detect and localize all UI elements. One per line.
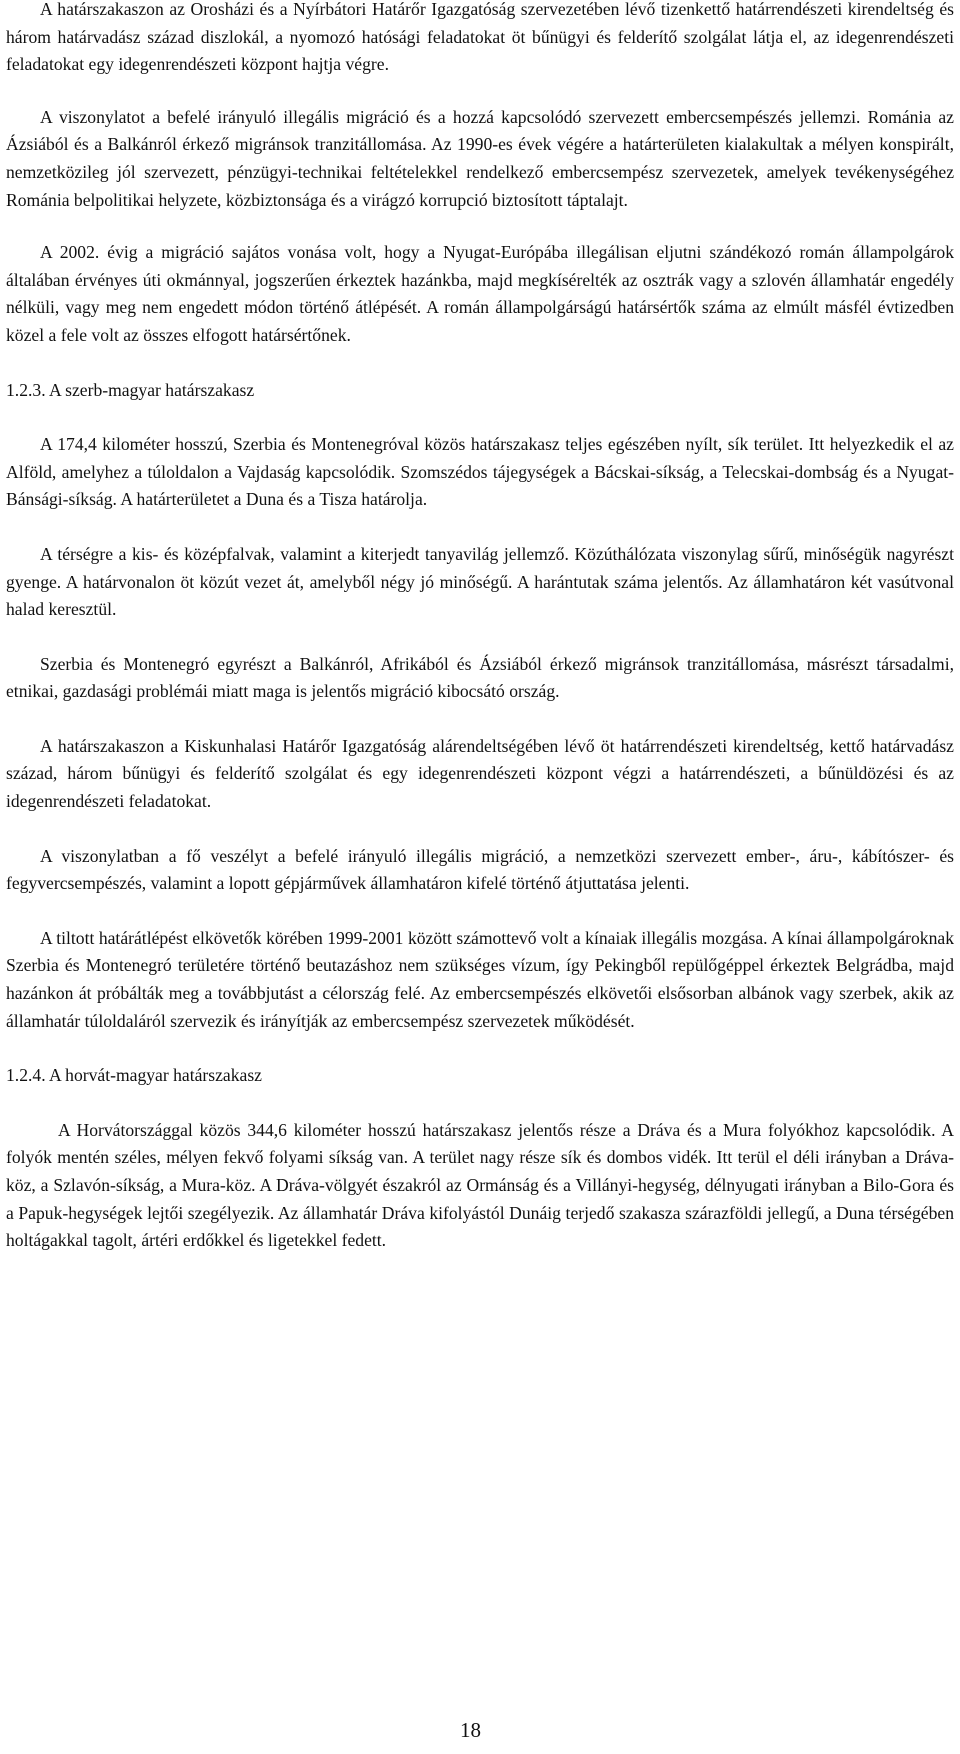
page-body xyxy=(6,0,954,1255)
paragraph-croatian-border-geography: A Horvátországgal közös 344,6 kilométer hosszú határszakasz jelentős része a Dráva és a Mura folyókhoz kapcsolódik. A folyók mentén széles, mélyen fekvő folyami síkság van. A terület nagy része sík és dombos vidék. Itt terül el déli irányban a Dráva-köz, a Szlavón-síkság, a Mura-köz. A Dráva-völgyét északról az Ormánság és a Villányi-hegység, délnyugati irányban a Bilo-Gora és a Papuk-hegységek lejtői szegélyezik. Az államhatár Dráva kifolyástól Dunáig terjedő szakasza szárazföldi jellegű, a Duna térségében holtágakkal tagolt, ártéri erdőkkel és ligetekkel fedett. xyxy=(6,1119,954,1251)
paragraph-region-roads: A térségre a kis- és középfalvak, valamint a kiterjedt tanyavilág jellemző. Közúthálózata viszonylag sűrű, minőségük nagyrészt gyenge. A határvonalon öt közút vezet át, amelyből négy jó minőségű. A harántutak száma jelentős. Az államhatáron két vasútvonal halad keresztül. xyxy=(6,543,954,620)
paragraph-chinese-migration: A tiltott határátlépést elkövetők körében 1999-2001 között számottevő volt a kínaiak illegális mozgása. A kínai állampolgároknak Szerbia és Montenegró területére történő beutazáshoz nem szükséges vízum, így Pekingből repülőgéppel érkeztek Belgrádba, majd hazánkon át próbálták meg a továbbjutást a célország felé. Az embercsempészés elkövetői elsősorban albánok vagy szerbek, akik az államhatár túloldaláról szervezik és irányítják az embercsempész szervezetek működését. xyxy=(6,927,954,1031)
paragraph-main-threat: A viszonylatban a fő veszélyt a befelé irányuló illegális migráció, a nemzetközi szervezett ember-, áru-, kábítószer- és fegyvercsempészés, valamint a lopott gépjárművek államhatáron kifelé történő átjuttatása jelenti. xyxy=(6,845,954,894)
paragraph-migration-romania: A viszonylatot a befelé irányuló illegális migráció és a hozzá kapcsolódó szervezett embercsempészés jellemzi. Románia az Ázsiából és a Balkánról érkező migránsok tranzitállomása. Az 1990-es évek végére a határterületen kialakultak a mélyen konspirált, nemzetközileg jól szervezett, pénzügyi-technikai feltételekkel rendelkező embercsempész szervezetek, amelyek tevékenységéhez Románia belpolitikai helyzete, közbiztonsága és a virágzó korrupció biztosított táptalajt. xyxy=(6,106,954,210)
paragraph-2002-migration: A 2002. évig a migráció sajátos vonása volt, hogy a Nyugat-Európába illegálisan eljutni szándékozó román állampolgárok általában érvényes úti okmánnyal, jogszerűen érkeztek hazánkba, majd megkísérelték az osztrák vagy a szlovén államhatár engedély nélküli, vagy meg nem engedett módon történő átlépését. A román állampolgárságú határsértők száma az elmúlt másfél évtizedben közel a fele volt az összes elfogott határsértőnek. xyxy=(6,242,954,345)
paragraph-kiskunhalas: A határszakaszon a Kiskunhalasi Határőr Igazgatóság alárendeltségében lévő öt határrendészeti kirendeltség, kettő határvadász század, három bűnügyi és felderítő szolgálat és egy idegenrendészeti központ végzi a határrendészeti, a bűnüldözési és az idegenrendészeti feladatokat. xyxy=(6,735,954,812)
paragraph-orosházi-nyírbátori: A határszakaszon az Orosházi és a Nyírbátori Határőr Igazgatóság szervezetében lévő tizenkettő határrendészeti kirendeltség és három határvadász század diszlokál, a nyomozó hatósági feladatokat öt bűnügyi és felderítő szolgálat látja el, az idegenrendészeti feladatokat egy idegenrendészeti központ hajtja végre. xyxy=(6,0,954,75)
paragraph-serbian-border-geography: A 174,4 kilométer hosszú, Szerbia és Montenegróval közös határszakasz teljes egészében nyílt, sík terület. Itt helyezkedik el az Alföld, amelyhez a túloldalon a Vajdaság kapcsolódik. Szomszédos tájegységek a Bácskai-síkság, a Telecskai-dombság és a Nyugat-Bánsági-síkság. A határterületet a Duna és a Tisza határolja. xyxy=(6,434,954,510)
page-number: 18 xyxy=(460,1718,481,1742)
section-heading-croatian-hungarian: 1.2.4. A horvát-magyar határszakasz xyxy=(6,1065,262,1086)
section-heading-serbian-hungarian: 1.2.3. A szerb-magyar határszakasz xyxy=(6,379,255,400)
paragraph-serbia-transit: Szerbia és Montenegró egyrészt a Balkánról, Afrikából és Ázsiából érkező migránsok tranzitállomása, másrészt társadalmi, etnikai, gazdasági problémái miatt maga is jelentős migráció kibocsátó ország. xyxy=(6,653,954,702)
